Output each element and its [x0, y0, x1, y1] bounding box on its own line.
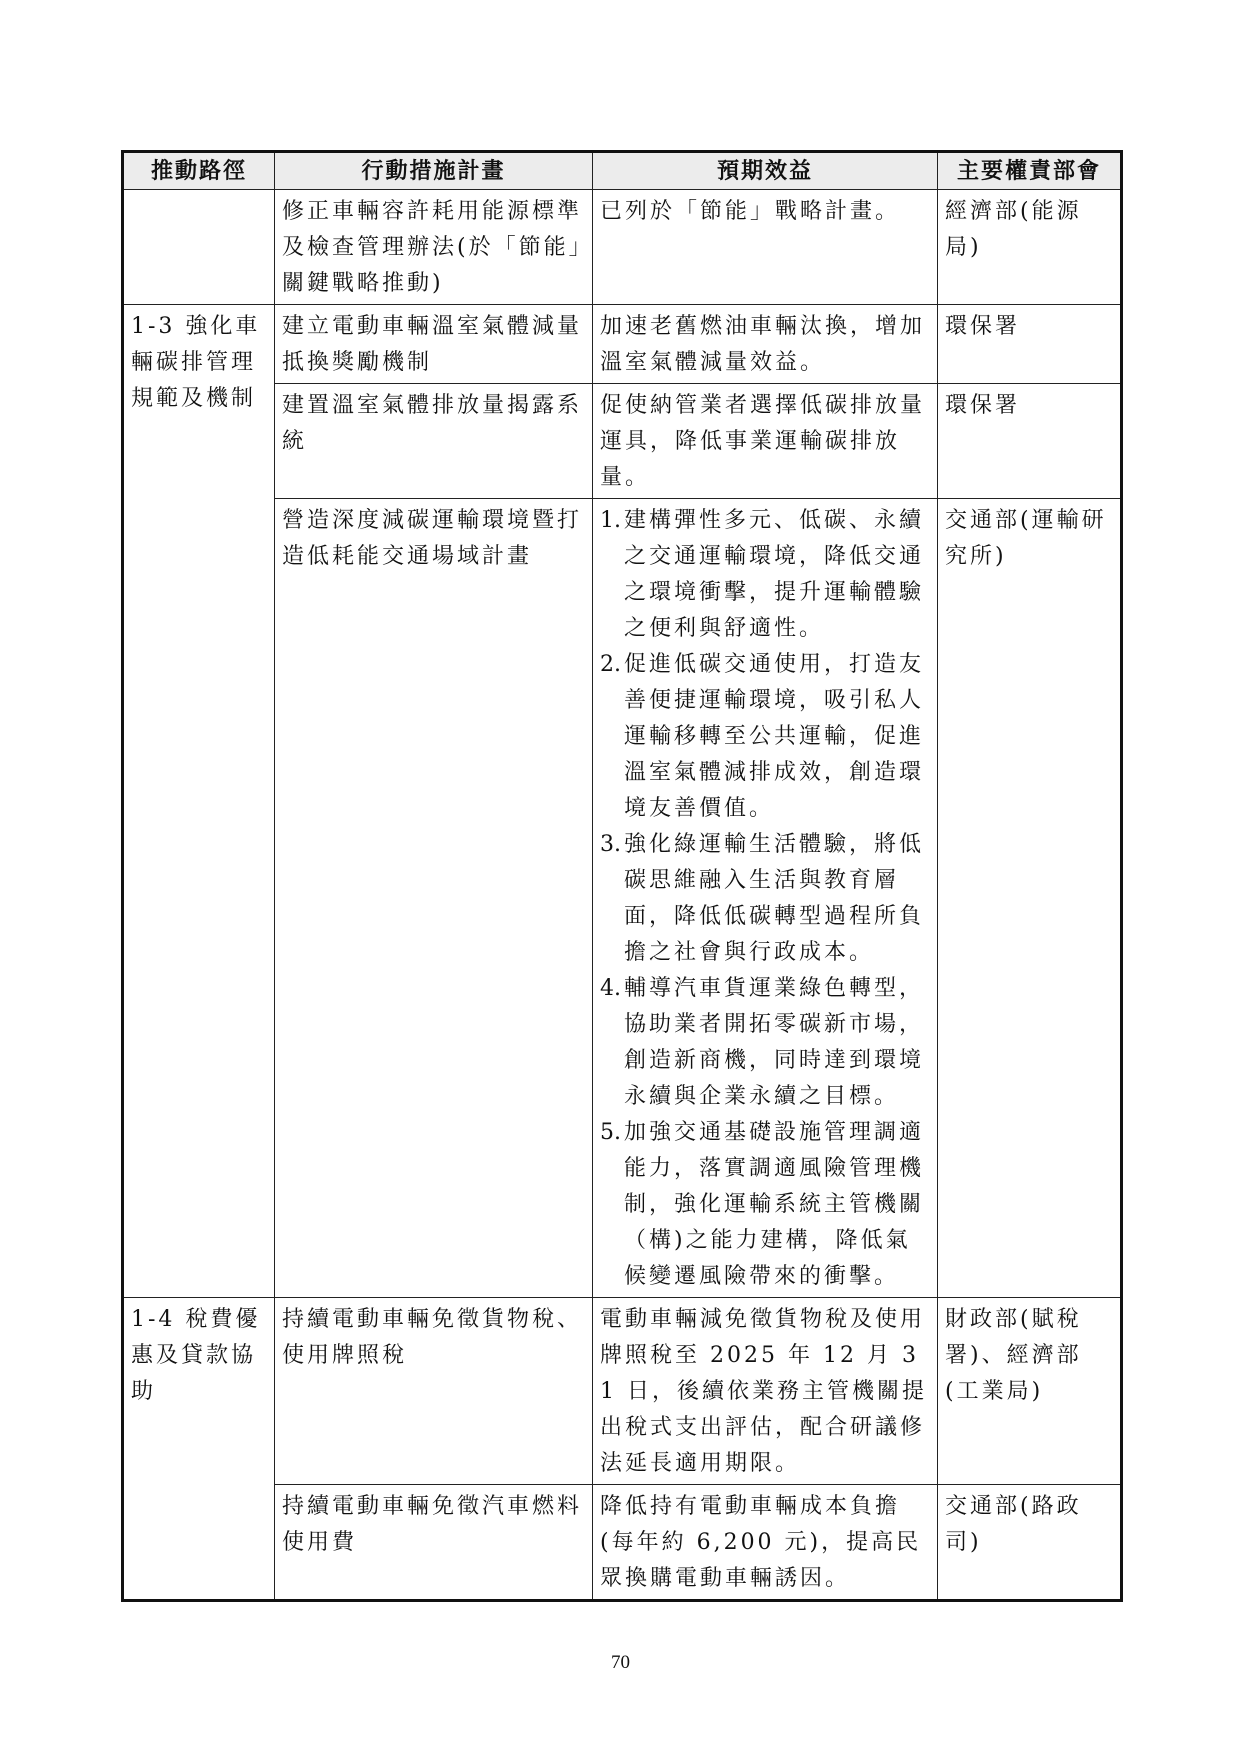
cell-plan: 持續電動車輛免徵貨物稅、使用牌照稅 [275, 1298, 593, 1485]
benefit-item: 2. 促進低碳交通使用，打造友善便捷運輸環境，吸引私人運輸移轉至公共運輸，促進溫室氣體減排成效，創造環境友善價值。 [600, 652, 925, 821]
cell-path: 1-4 稅費優惠及貸款協助 [123, 1298, 275, 1601]
cell-plan: 持續電動車輛免徵汽車燃料使用費 [275, 1485, 593, 1601]
header-benefit: 預期效益 [593, 152, 938, 190]
cell-path [123, 190, 275, 305]
table-row [123, 305, 1122, 384]
benefit-item: 3. 強化綠運輸生活體驗，將低碳思維融入生活與教育層面，降低低碳轉型過程所負擔之社會與行政成本。 [600, 832, 925, 965]
cell-path: 1-3 強化車輛碳排管理規範及機制 [123, 305, 275, 1298]
benefit-item: 4. 輔導汽車貨運業綠色轉型，協助業者開拓零碳新市場，創造新商機，同時達到環境永續與企業永續之目標。 [600, 976, 925, 1109]
cell-dept: 環保署 [938, 384, 1122, 499]
measures-table-container [121, 150, 1120, 1602]
cell-plan: 建置溫室氣體排放量揭露系統 [275, 384, 593, 499]
table-header-row [123, 152, 1122, 190]
benefit-list [600, 503, 930, 1295]
cell-plan: 修正車輛容許耗用能源標準及檢查管理辦法(於「節能」關鍵戰略推動) [275, 190, 593, 305]
cell-dept: 經濟部(能源局) [938, 190, 1122, 305]
cell-plan: 建立電動車輛溫室氣體減量抵換獎勵機制 [275, 305, 593, 384]
cell-dept: 交通部(運輸研究所) [938, 499, 1122, 1298]
benefit-item: 5. 加強交通基礎設施管理調適能力，落實調適風險管理機制，強化運輸系統主管機關（構)之能力建構，降低氣候變遷風險帶來的衝擊。 [600, 1120, 925, 1289]
header-path: 推動路徑 [123, 152, 275, 190]
cell-benefit: 電動車輛減免徵貨物稅及使用牌照稅至 2025 年 12 月 31 日，後續依業務主管機關提出稅式支出評估，配合研議修法延長適用期限。 [593, 1298, 938, 1485]
cell-benefit: 已列於「節能」戰略計畫。 [593, 190, 938, 305]
benefit-item: 1. 建構彈性多元、低碳、永續之交通運輸環境，降低交通之環境衝擊，提升運輸體驗之便利與舒適性。 [600, 508, 925, 641]
cell-benefit: 加速老舊燃油車輛汰換，增加溫室氣體減量效益。 [593, 305, 938, 384]
table-row [123, 1298, 1122, 1485]
cell-benefit [593, 499, 938, 1298]
header-dept: 主要權責部會 [938, 152, 1122, 190]
cell-dept: 交通部(路政司) [938, 1485, 1122, 1601]
page-number: 70 [611, 1652, 630, 1673]
measures-table [121, 150, 1123, 1602]
table-row [123, 190, 1122, 305]
cell-plan: 營造深度減碳運輸環境暨打造低耗能交通場域計畫 [275, 499, 593, 1298]
header-plan: 行動措施計畫 [275, 152, 593, 190]
cell-benefit: 促使納管業者選擇低碳排放量運具，降低事業運輸碳排放量。 [593, 384, 938, 499]
cell-dept: 財政部(賦稅署)、經濟部(工業局) [938, 1298, 1122, 1485]
cell-benefit: 降低持有電動車輛成本負擔(每年約 6,200 元)，提高民眾換購電動車輛誘因。 [593, 1485, 938, 1601]
cell-dept: 環保署 [938, 305, 1122, 384]
